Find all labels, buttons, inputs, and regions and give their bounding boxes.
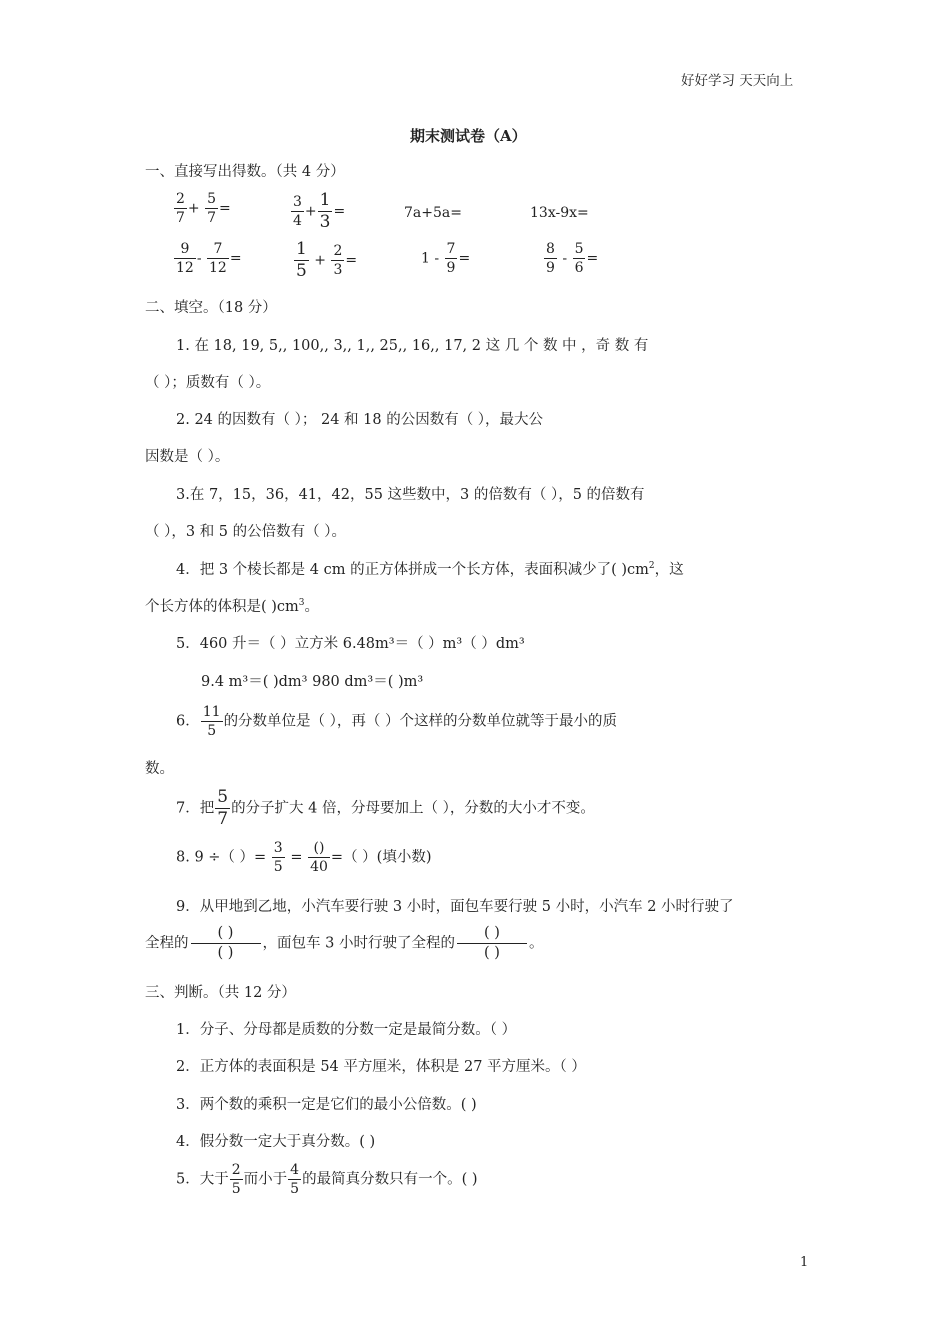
q5-line2: 9.4 m³＝( )dm³ 980 dm³＝( )m³ <box>201 674 424 690</box>
calc-expression-1: $\frac{2}{7}$ + $\frac{5}{7}$ = <box>176 191 231 226</box>
q1-line1: 1. 在 18, 19, 5,, 100,, 3,, 1,, 25,, 16,, 17, 2 这 几 个 数 中 ，奇 数 有 <box>176 338 649 354</box>
q3-line1: 3.在 7，15，36，41，42，55 这些数中，3 的倍数有（ ），5 的倍数有 <box>176 487 645 503</box>
q4-line1: 4．把 3 个棱长都是 4 cm 的正方体拼成一个长方体，表面积减少了( )$cm^2$，这 <box>176 561 684 578</box>
calc-expression-4: 13x-9x= <box>530 205 589 221</box>
section1-heading: 一、直接写出得数。（共 4 分） <box>145 164 345 180</box>
judge-item-2: 2．正方体的表面积是 54 平方厘米，体积是 27 平方厘米。（ ） <box>176 1059 586 1075</box>
calc-expression-8: $\frac{8}{9}$ - $\frac{5}{6}$ = <box>546 241 599 276</box>
q3-line2: （ ），3 和 5 的公倍数有（ ）。 <box>145 524 346 540</box>
q9-line1: 9．从甲地到乙地，小汽车要行驶 3 小时，面包车要行驶 5 小时，小汽车 2 小时行驶了 <box>176 899 734 915</box>
calc-expression-2: $\frac{3}{4}$ + $\frac{1}{3}$ = <box>293 190 346 232</box>
calc-expression-5: $\frac{9}{12}$ - $\frac{7}{12}$ = <box>176 241 242 276</box>
q4-line2: 个长方体的体积是( )$cm^3$。 <box>145 598 320 615</box>
q7: 7．把 $\frac{5}{7}$ 的分子扩大 4 倍，分母要加上（ ），分数的大小才不变。 <box>176 787 595 829</box>
q9-line2: 全程的 $\frac{( )}{( )}$ ，面包车 3 小时行驶了全程的 $\frac{( )}{( )}$ 。 <box>145 925 544 962</box>
q6-line1: 6． $\frac{11}{5}$ 的分数单位是（ ），再（ ）个这样的分数单位就等于最小的质 <box>176 704 618 739</box>
q2-line2: 因数是（ ）。 <box>145 449 230 465</box>
judge-item-5: 5．大于 $\frac{2}{5}$ 而小于 $\frac{4}{5}$ 的最简真分数只有一个。( ) <box>176 1162 478 1197</box>
judge-item-3: 3．两个数的乘积一定是它们的最小公倍数。( ) <box>176 1097 477 1113</box>
calc-expression-6: $\frac{1}{5}$ + $\frac{2}{3}$ = <box>296 239 358 281</box>
judge-item-4: 4．假分数一定大于真分数。( ) <box>176 1134 376 1150</box>
judge-item-1: 1．分子、分母都是质数的分数一定是最简分数。（ ） <box>176 1022 517 1038</box>
section2-heading: 二、填空。（18 分） <box>145 300 277 316</box>
q5-line1: 5．460 升＝（ ）立方米 6.48m³＝（ ）m³（ ）dm³ <box>176 636 525 652</box>
q2-line1: 2. 24 的因数有（ ）； 24 和 18 的公因数有（ ），最大公 <box>176 412 544 428</box>
calc-expression-3: 7a+5a= <box>404 205 462 221</box>
q8: 8. 9 ÷（ ）= $\frac{3}{5}$ = $\frac{()}{40}$ =（ ）(填小数) <box>176 840 432 875</box>
q6-line2: 数。 <box>145 761 174 777</box>
section3-heading: 三、判断。（共 12 分） <box>145 985 296 1001</box>
page-title: 期末测试卷（A） <box>410 127 527 145</box>
q1-line2: （ ）；质数有（ ）。 <box>145 375 271 391</box>
page-number: 1 <box>800 1255 809 1270</box>
header-motto: 好好学习 天天向上 <box>681 73 794 89</box>
calc-expression-7: 1 - $\frac{7}{9}$ = <box>421 241 471 276</box>
